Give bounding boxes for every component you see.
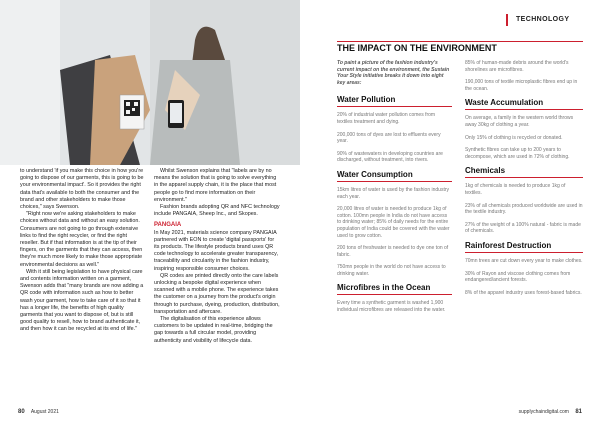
paragraph: to understand 'if you make this choice in how you're going to dispose of our garments, this is going to be your environmental impact'. So it provides the right data that's available to both the consumer and the brand and other stakeholders to make those choices," says Swenson. [20,168,144,211]
paragraph: QR codes are printed directly onto the care labels unlocking a bespoke digital experience when scanned with a mobile phone. The experience takes the customer on a journey from the product's origin through to purchase, dyeing, production, distribution, transportation and aftercare. [154,272,280,315]
section-rainforest [465,241,583,296]
section-heading: Chemicals [465,166,506,176]
page-number: 80 [18,409,25,415]
stat: 8% of the apparel industry uses forest-based fabrics. [465,289,582,296]
stat: 200,000 tons of dyes are lost to effluents every year. [337,131,441,145]
section-heading: Water Consumption [337,169,413,179]
stat: 90% of wastewaters in developing countries are discharged, without treatment, into rivers. [337,150,443,164]
stat: 70mn trees are cut down every year to make clothes. [465,257,583,264]
article-column-1 [20,168,146,334]
photo-illustration [0,0,300,165]
section-rule [337,294,452,295]
section-rule [465,177,583,178]
section-heading: Rainforest Destruction [465,240,552,250]
section-water-consumption [337,170,452,278]
section-tag: TECHNOLOGY [506,14,580,26]
fashion-photo [0,0,300,165]
stat: 190,000 tons of textile microplastic fibres end up in the ocean. [465,79,578,92]
stat: Synthetic fibres can take up to 200 years to decompose, which are used in 72% of clothing. [465,147,570,160]
stat: 85% of human-made debris around the world's shorelines are microfibres. [465,60,569,73]
section-rule [465,252,583,253]
section-rule [465,109,583,110]
article-column-2 [154,168,280,345]
stat: 27% of the weight of a 100% natural - fabric is made of chemicals. [465,221,581,235]
stat: 23% of all chemicals produced worldwide are used in the textile industry. [465,202,583,216]
paragraph: With it still being legislation to have physical care and contents information written on a garment, Swenson adds that "many brands are now adding a QR code with information such as how to better wash your garment, how to take care of it so that it has a longer life, the benefits of high quality garments that you want to dispose of, but is still good quality to resell, how to brand authenticate it, and then how it can be recycled at its end of life." [20,268,144,333]
impact-title: THE IMPACT ON THE ENVIRONMENT [337,43,497,53]
intro-text: To paint a picture of the fashion industry's current impact on the environment, the Sustain Your Style initiative breaks it down into eight key areas: [337,60,450,86]
stat: Only 15% of clothing is recycled or donated. [465,134,563,141]
stat: 15km litres of water is used by the fashion industry each year. [337,186,449,200]
paragraph: "Right now we're asking stakeholders to make choices without data and without an easy solution. Consumers are not going to go through extensive links to find the right recycler, or find the right reseller. But if that information is at the tip of their fingers, on the garments that they can access, then they're much more likely to make those appropriate environmental decisions as well." [20,211,143,268]
stat: 1kg of chemicals is needed to produce 1kg of textiles. [465,183,566,196]
paragraph: Whilst Swenson explains that "labels are by no means the solution that is going to solve everything in the apparel supply chain, it is the place that most people go to find more information on their environment." [154,168,277,203]
page-number: 81 [575,409,582,415]
stat: 20% of industrial water pollution comes from textiles treatment and dying. [337,112,436,125]
stats-column-a [337,60,452,320]
section-microfibres [337,283,452,313]
pangaia-heading: PANGAIA [154,222,182,229]
stat: On average, a family in the western world throws away 30kg of clothing a year. [465,115,574,128]
section-rule [337,106,452,107]
issue-date: August 2021 [30,409,59,415]
section-rule [337,181,452,182]
stat: 750mn people in the world do not have access to drinking water. [337,264,446,277]
left-footer [18,409,59,415]
stat: 200 tons of freshwater is needed to dye one ton of fabric. [337,245,449,258]
section-chemicals [465,166,583,235]
section-heading: Water Pollution [337,95,396,105]
stats-column-b [465,60,583,302]
section-waste [465,98,583,160]
section-heading: Microfibres in the Ocean [337,283,431,293]
title-rule [337,41,583,42]
paragraph: In May 2021, materials science company PANGAIA partnered with EON to create 'digital passports' for its products. The lifestyle products brand uses QR code technology to accelerate greater transparency, traceability and circularity in the fashion industry, inspiring responsible consumer choices. [154,229,278,272]
stat: 30% of Rayon and viscose clothing comes from endangered/ancient forests. [465,270,571,284]
section-water-pollution [337,95,452,164]
website: supplychaindigital.com [518,409,569,415]
paragraph: Fashion brands adopting QR and NFC technology include PANGAIA, Sheep Inc., and Skopes. [154,204,280,218]
stat: Every time a synthetic garment is washed 1,900 individual microfibres are released into the water. [337,300,446,314]
stat: 20,000 litres of water is needed to produce 1kg of cotton. 100mn people in India do not have access to drinking water; 85% of daily needs for the entire population of India could be covered with the water used to grow cotton. [337,206,450,239]
section-heading: Waste Accumulation [465,98,544,108]
paragraph: The digitalisation of this experience allows customers to be updated in real-time, bridging the gap towards a full circular model, providing authenticity and visibility of lifecycle data. [154,316,273,344]
right-footer [519,409,582,415]
